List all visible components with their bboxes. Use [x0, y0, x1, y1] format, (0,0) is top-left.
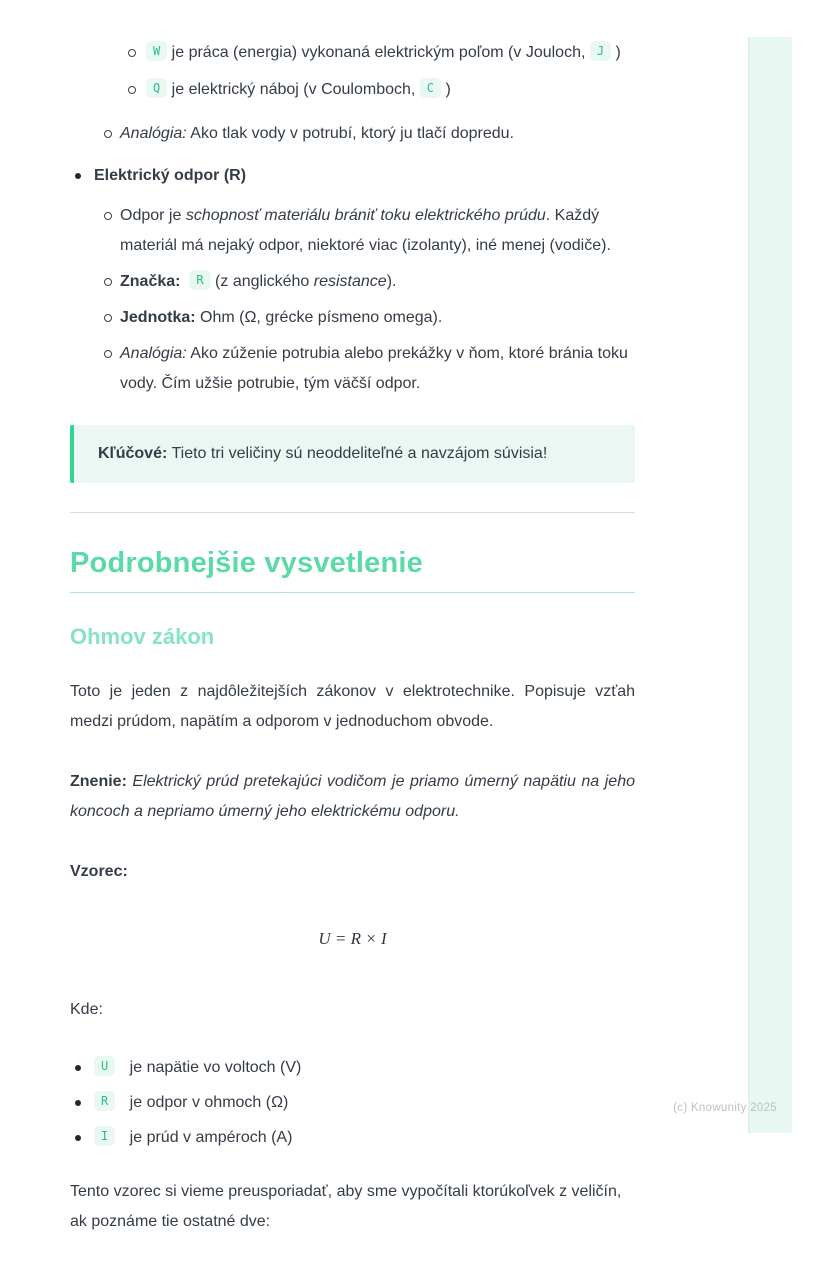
page-edge-accent-strip: [748, 37, 792, 1133]
code-badge-q: Q: [146, 78, 167, 98]
statement-paragraph: [70, 767, 635, 827]
paragraph: Toto je jeden z najdôležitejších zákonov v elektrotechnike. Popisuje vzťah medzi prúdom, napätím a odporom v jednoduchom obvode.: [70, 683, 635, 730]
unit-text: Ohm (Ω, grécke písmeno omega).: [195, 309, 443, 326]
resistance-sublist: [70, 201, 635, 399]
list-item: [70, 161, 635, 191]
code-badge-r: R: [94, 1091, 115, 1111]
closing-paragraph: Tento vzorec si vieme preusporiadať, aby sme vypočítali ktorúkoľvek z veličín, ak poznáme tie ostatné dve:: [70, 1183, 622, 1230]
code-badge-w: W: [146, 41, 167, 61]
voltage-sublist: [70, 40, 635, 103]
key-callout: [70, 425, 635, 483]
list-item-text: je práca (energia) vykonaná elektrickým poľom (v Jouloch,: [167, 44, 590, 61]
section-divider: [70, 512, 635, 513]
list-item: [70, 1090, 635, 1116]
list-item: [70, 267, 635, 297]
variable-text: je prúd v ampéroch (A): [125, 1129, 293, 1146]
formula-label: Vzorec:: [70, 863, 128, 880]
list-item: [70, 77, 635, 103]
analogy-label: Analógia:: [120, 125, 187, 142]
voltage-analogy-list: [70, 119, 635, 149]
definition-suffix: . Každý materiál má nejaký odpor, niektoré viac (izolanty), iné menej (vodiče).: [120, 207, 611, 254]
code-badge-i: I: [94, 1126, 115, 1146]
document-content: [70, 40, 635, 1267]
statement-text: Elektrický prúd pretekajúci vodičom je priamo úmerný napätiu na jeho koncoch a nepriamo úmerný jeho elektrickému odporu.: [70, 773, 635, 820]
symbol-italic: resistance: [313, 273, 387, 290]
list-item: [70, 303, 635, 333]
list-item: [70, 40, 635, 66]
section-heading-ohms-law: Ohmov zákon: [70, 624, 215, 649]
list-item: [70, 1055, 635, 1081]
symbol-prefix: (z anglického: [210, 273, 314, 290]
definition-italic: schopnosť materiálu brániť toku elektrického prúdu: [185, 207, 546, 224]
code-badge-c: C: [420, 78, 441, 98]
list-item: [70, 339, 635, 399]
callout-text: Tieto tri veličiny sú neoddeliteľné a navzájom súvisia!: [167, 445, 548, 462]
definition-prefix: Odpor je: [120, 207, 186, 224]
variables-list: [70, 1055, 635, 1151]
page-title: Podrobnejšie vysvetlenie: [70, 546, 635, 593]
analogy-text: Ako zúženie potrubia alebo prekážky v ňom, ktoré bránia toku vody. Čím užšie potrubie, tým väčší odpor.: [120, 345, 628, 392]
formula-ohms-law: U = R × I: [318, 929, 387, 948]
list-item-text: je elektrický náboj (v Coulomboch,: [167, 81, 420, 98]
list-item: [70, 1125, 635, 1151]
resistance-title: Elektrický odpor (R): [94, 167, 247, 184]
code-badge-j: J: [590, 41, 611, 61]
list-item-text: ): [441, 81, 451, 98]
where-label: Kde:: [70, 1001, 103, 1018]
unit-label: Jednotka:: [120, 309, 196, 326]
resistance-list: [70, 161, 635, 191]
code-badge-u: U: [94, 1056, 115, 1076]
list-item: [70, 119, 635, 149]
symbol-suffix: ).: [386, 273, 397, 290]
variable-text: je odpor v ohmoch (Ω): [125, 1094, 289, 1111]
callout-label: Kľúčové:: [98, 445, 168, 462]
statement-label: Znenie:: [70, 773, 127, 790]
analogy-label: Analógia:: [120, 345, 187, 362]
variable-text: je napätie vo voltoch (V): [125, 1059, 302, 1076]
analogy-text: Ako tlak vody v potrubí, ktorý ju tlačí dopredu.: [186, 125, 514, 142]
footer-credit: (c) Knowunity 2025: [673, 1102, 777, 1114]
symbol-label: Značka:: [120, 273, 181, 290]
code-badge-r: R: [189, 270, 210, 290]
list-item: [70, 201, 635, 261]
list-item-text: ): [611, 44, 621, 61]
